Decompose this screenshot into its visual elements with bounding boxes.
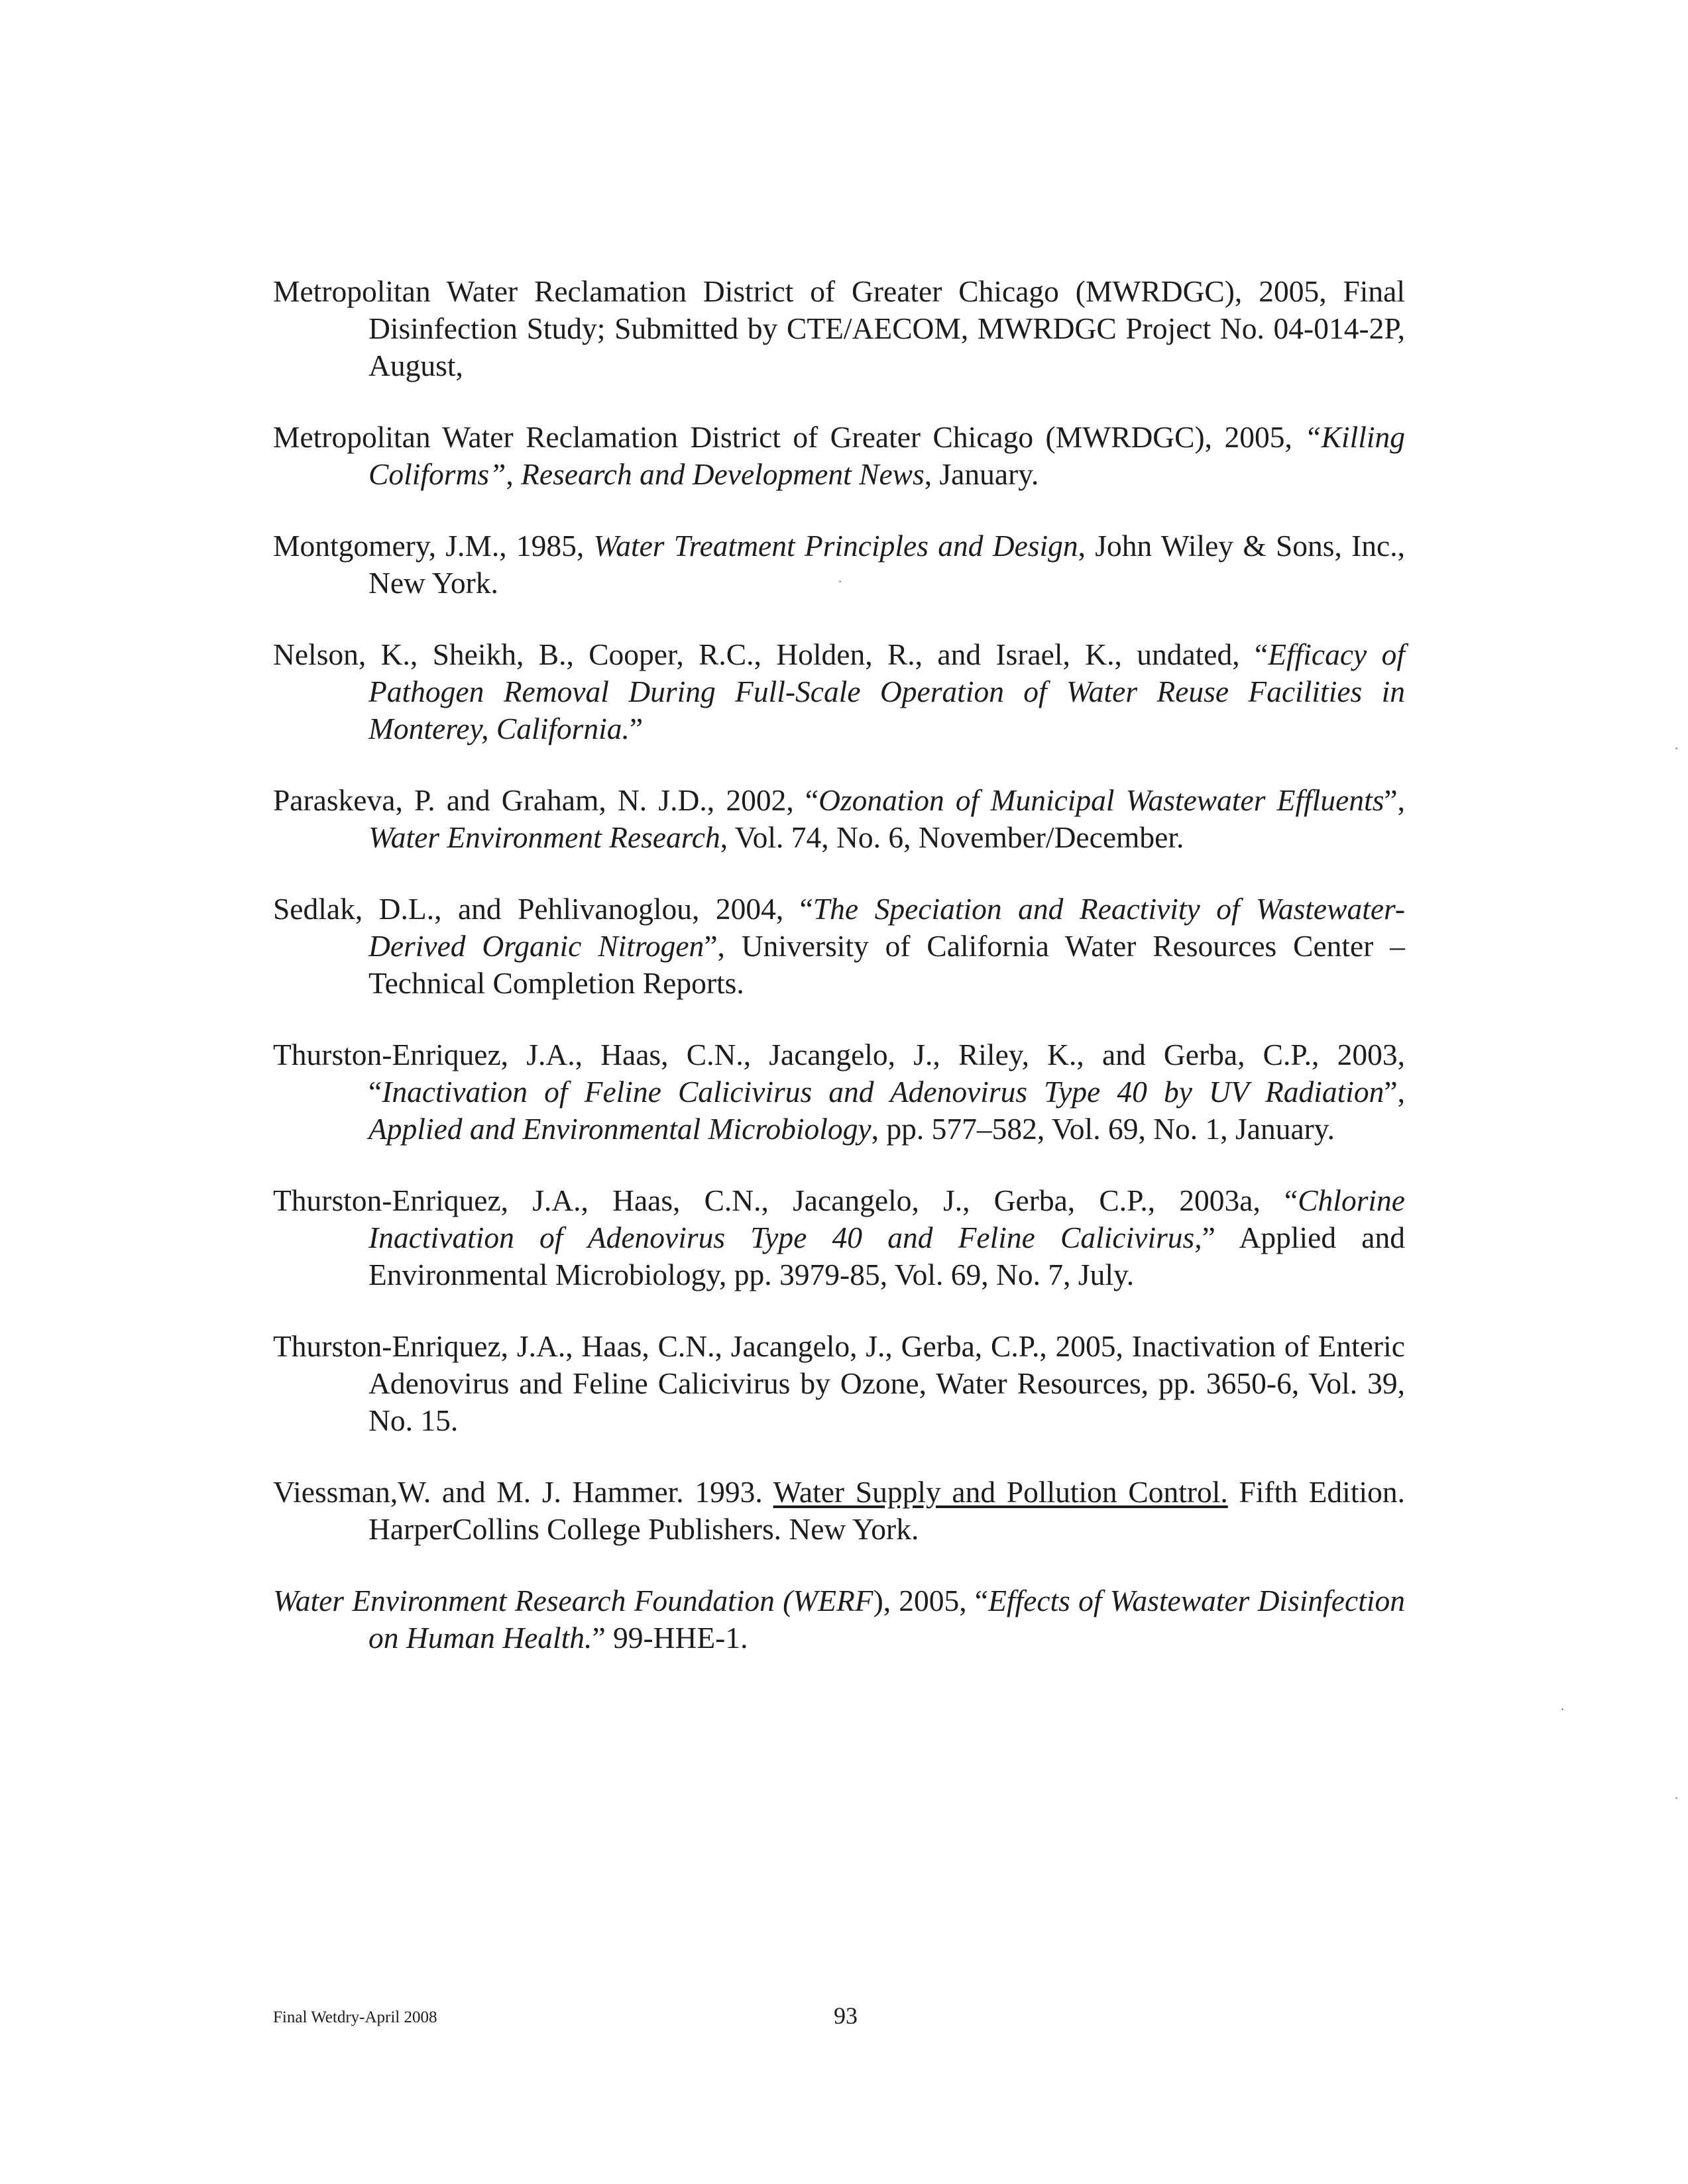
reference-text: Sedlak, D.L., and Pehlivanoglou, 2004, “	[273, 892, 813, 926]
reference-italic-text: Water Environment Research	[368, 820, 720, 854]
reference-underlined-title: Water Supply and Pollution Control.	[773, 1475, 1228, 1509]
reference-italic-text: Effects of Wastewater Disinfection on Human Health.	[368, 1584, 1405, 1655]
scan-speck	[1675, 747, 1677, 749]
reference-text: , pp. 577–582, Vol. 69, No. 1, January.	[871, 1112, 1335, 1146]
reference-entry	[273, 419, 1405, 493]
reference-italic-text: Research and Development News	[521, 457, 925, 491]
reference-text: ” Applied and Environmental Microbiology, pp. 3979-85, Vol. 69, No. 7, July.	[368, 1221, 1405, 1291]
reference-text: Nelson, K., Sheikh, B., Cooper, R.C., Holden, R., and Israel, K., undated, “	[273, 637, 1268, 671]
reference-entry	[273, 1474, 1405, 1548]
reference-entry	[273, 891, 1405, 1002]
reference-text: , Vol. 74, No. 6, November/December.	[720, 820, 1184, 854]
reference-italic-text: Applied and Environmental Microbiology	[368, 1112, 872, 1146]
scan-speck	[1561, 1708, 1563, 1710]
scan-speck	[839, 580, 841, 582]
reference-text: ”, University of California Water Resources Center – Technical Completion Reports.	[368, 929, 1405, 1000]
reference-italic-text: Chlorine Inactivation of Adenovirus Type 40 and Feline Calicivirus,	[368, 1183, 1405, 1254]
reference-text: , John Wiley & Sons, Inc., New York.	[368, 529, 1405, 600]
reference-italic-text: Water Environment Research Foundation (WERF	[273, 1584, 873, 1617]
reference-text: ”,	[1384, 783, 1405, 817]
footer-document-title: Final Wetdry-April 2008	[273, 2008, 437, 2026]
reference-entry	[273, 1036, 1405, 1148]
reference-text: Thurston-Enriquez, J.A., Haas, C.N., Jacangelo, J., Gerba, C.P., 2003a, “	[273, 1183, 1298, 1217]
reference-text: Viessman,W. and M. J. Hammer. 1993.	[273, 1475, 773, 1509]
page-number: 93	[834, 2002, 858, 2029]
reference-entry	[273, 1328, 1405, 1439]
reference-text: Thurston-Enriquez, J.A., Haas, C.N., Jacangelo, J., Gerba, C.P., 2005, Inactivation of Enteric Adenovirus and Feline Calicivirus by Ozone, Water Resources, pp. 3650-6, Vol. 39, No. 15.	[273, 1329, 1405, 1437]
reference-entry	[273, 1582, 1405, 1657]
reference-text: ”	[629, 712, 644, 745]
reference-text: Metropolitan Water Reclamation District of Greater Chicago (MWRDGC), 2005,	[273, 420, 1305, 454]
reference-entry	[273, 527, 1405, 602]
reference-italic-text: Water Treatment Principles and Design	[593, 529, 1078, 563]
reference-entry	[273, 782, 1405, 856]
reference-text: ,	[506, 457, 522, 491]
reference-italic-text: “Killing Coliforms”	[368, 420, 1405, 491]
reference-text: ” 99-HHE-1.	[592, 1621, 748, 1655]
reference-italic-text: The Speciation and Reactivity of Wastewater-Derived Organic Nitrogen	[368, 892, 1405, 963]
reference-italic-text: Ozonation of Municipal Wastewater Effluents	[818, 783, 1384, 817]
reference-italic-text: Inactivation of Feline Calicivirus and Adenovirus Type 40 by UV Radiation	[382, 1075, 1384, 1109]
reference-entry	[273, 636, 1405, 747]
reference-text: , January.	[924, 457, 1039, 491]
reference-text: Fifth Edition. HarperCollins College Publishers. New York.	[368, 1475, 1405, 1546]
reference-text: ), 2005, “	[873, 1584, 989, 1617]
reference-list	[273, 273, 1405, 1691]
reference-text: ”,	[1384, 1075, 1405, 1109]
reference-text: Montgomery, J.M., 1985,	[273, 529, 594, 563]
reference-entry	[273, 1182, 1405, 1293]
reference-text: Metropolitan Water Reclamation District of Greater Chicago (MWRDGC), 2005, Final Disinfection Study; Submitted by CTE/AECOM, MWRDGC Project No. 04-014-2P, August,	[273, 274, 1405, 382]
reference-entry	[273, 273, 1405, 384]
reference-text: Thurston-Enriquez, J.A., Haas, C.N., Jacangelo, J., Riley, K., and Gerba, C.P., 2003, “	[273, 1038, 1405, 1109]
reference-text: Paraskeva, P. and Graham, N. J.D., 2002, “	[273, 783, 819, 817]
scan-speck	[1675, 1797, 1677, 1799]
reference-italic-text: Efficacy of Pathogen Removal During Full-Scale Operation of Water Reuse Facilities in Monterey, California.	[368, 637, 1405, 745]
